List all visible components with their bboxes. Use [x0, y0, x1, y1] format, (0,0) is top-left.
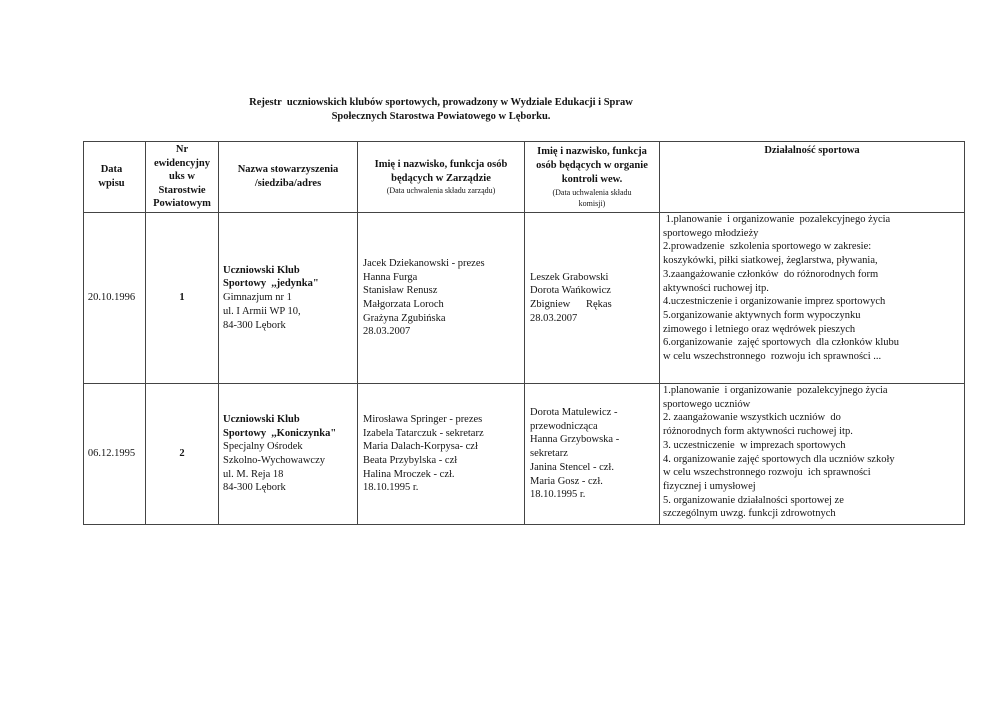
board-member-line: Małgorzata Loroch: [363, 299, 444, 310]
entry-date: 20.10.1996: [87, 292, 136, 304]
club-address-line: ul. M. Reja 18: [223, 468, 284, 480]
board-resolution-date: 28.03.2007: [363, 326, 411, 338]
control-member-line: Dorota Wańkowicz: [530, 285, 611, 297]
header-internal-control-note: (Data uchwalenia składu: [552, 187, 632, 197]
cell-entry-date: [84, 213, 146, 384]
cell-internal-control: [525, 213, 660, 384]
board-member-line: Jacek Dziekanowski - prezes: [363, 257, 485, 269]
cell-internal-control: [525, 384, 660, 525]
table-row: [84, 384, 965, 525]
activity-line: 2. zaangażowanie wszystkich uczniów do: [663, 412, 841, 424]
document-title-line: Rejestr uczniowskich klubów sportowych, prowadzony w Wydziale Edukacji i Spraw: [249, 97, 633, 108]
activity-line: 2.prowadzenie szkolenia sportowego w zakresie:: [663, 241, 872, 253]
activity-line: 4. organizowanie zajęć sportowych dla uczniów szkoły: [663, 453, 895, 465]
board-member-line: Mirosława Springer - prezes: [363, 413, 483, 425]
table-header-row: [84, 142, 965, 213]
header-board-line: będących w Zarządzie: [391, 172, 491, 184]
club-name-line: Uczniowski Klub: [223, 413, 300, 425]
activity-line: 1.planowanie i organizowanie pozalekcyjnego życia: [663, 385, 888, 396]
header-association-line: /siedziba/adres: [254, 178, 322, 189]
board-member-line: Beata Przybylska - czł: [363, 455, 458, 466]
control-member-line: Zbigniew Rękas: [530, 299, 612, 310]
header-registry-number-line: ewidencyjny: [154, 157, 210, 169]
control-member-line: Leszek Grabowski: [530, 271, 609, 283]
activity-line: 3. uczestniczenie w imprezach sportowych: [663, 439, 846, 451]
header-date-line: Data: [100, 164, 123, 176]
cell-entry-date: [84, 384, 146, 525]
activity-line: w celu wszechstronnego rozwoju ich sprawności ...: [663, 351, 882, 363]
control-member-line: Maria Gosz - czł.: [530, 475, 603, 487]
cell-association: [219, 384, 358, 525]
control-member-line: sekretarz: [530, 448, 568, 460]
registry-number: 1: [179, 292, 185, 304]
control-resolution-date: 18.10.1995 r.: [530, 489, 586, 501]
header-registry-number: [146, 142, 219, 213]
activity-line: szczególnym uwzg. funkcji zdrowotnych: [663, 508, 836, 520]
club-address-line: Gimnazjum nr 1: [223, 292, 292, 304]
table-row: [84, 213, 965, 384]
entry-date: 06.12.1995: [87, 448, 136, 460]
header-sports-activity-line: Działalność sportowa: [764, 145, 860, 156]
activity-line: 3.zaangażowanie członków do różnorodnych form: [663, 268, 879, 280]
control-member-line: Hanna Grzybowska -: [530, 434, 620, 446]
cell-registry-number: [146, 213, 219, 384]
header-association-line: Nazwa stowarzyszenia: [237, 164, 339, 176]
header-date: [84, 142, 146, 213]
board-member-line: Stanisław Renusz: [363, 285, 438, 297]
document-title-line: Społecznych Starostwa Powiatowego w Lęborku.: [331, 111, 551, 122]
club-name-line: Uczniowski Klub: [223, 264, 300, 276]
activity-line: aktywności ruchowej itp.: [663, 282, 769, 294]
control-resolution-date: 28.03.2007: [530, 312, 578, 324]
header-internal-control-line: kontroli wew.: [561, 173, 623, 185]
activity-line: 5.organizowanie aktywnych form wypoczynku: [663, 309, 861, 321]
board-member-line: Halina Mroczek - czł.: [363, 468, 455, 480]
activity-line: 4.uczestniczenie i organizowanie imprez sportowych: [663, 296, 886, 308]
activity-line: zimowego i letniego oraz wędrówek pieszych: [663, 323, 856, 335]
header-board-line: Imię i nazwisko, funkcja osób: [374, 158, 508, 170]
header-internal-control-note: komisji): [578, 198, 606, 208]
club-name-line: Sportowy ,,Koniczynka": [223, 427, 337, 439]
club-address-line: Specjalny Ośrodek: [223, 441, 303, 453]
activity-line: 1.planowanie i organizowanie pozalekcyjnego życia: [663, 214, 891, 225]
club-address-line: 84-300 Lębork: [223, 482, 286, 494]
registry-number: 2: [179, 448, 185, 460]
control-member-line: przewodnicząca: [530, 420, 598, 432]
control-member-line: Janina Stencel - czł.: [530, 461, 614, 473]
club-address-line: 84-300 Lębork: [223, 319, 286, 331]
activity-line: koszykówki, piłki siatkowej, żeglarstwa, pływania,: [663, 255, 878, 267]
cell-board: [358, 384, 525, 525]
cell-association: [219, 213, 358, 384]
header-sports-activity: [660, 142, 965, 213]
cell-sports-activity: [660, 213, 965, 384]
board-member-line: Izabela Tatarczuk - sekretarz: [363, 427, 484, 439]
board-member-line: Hanna Furga: [363, 271, 418, 283]
club-address-line: Szkolno-Wychowawczy: [223, 455, 326, 466]
header-registry-number-line: uks w: [169, 171, 195, 183]
header-board: [358, 142, 525, 213]
board-resolution-date: 18.10.1995 r.: [363, 482, 419, 494]
club-address-line: ul. I Armii WP 10,: [223, 305, 301, 317]
board-member-line: Maria Dalach-Korpysa- czł: [363, 441, 478, 453]
board-member-line: Grażyna Zgubińska: [363, 312, 446, 324]
header-board-note: (Data uchwalenia składu zarządu): [386, 186, 496, 196]
activity-line: sportowego młodzieży: [663, 227, 759, 239]
activity-line: fizycznej i umysłowej: [663, 480, 756, 492]
cell-sports-activity: [660, 384, 965, 525]
header-registry-number-line: Nr: [175, 144, 189, 156]
header-date-line: wpisu: [98, 178, 125, 189]
activity-line: w celu wszechstronnego rozwoju ich sprawności: [663, 467, 871, 479]
activity-line: sportowego uczniów: [663, 398, 751, 410]
activity-line: 5. organizowanie działalności sportowej ze: [663, 494, 844, 506]
club-name-line: Sportowy ,,jedynka": [223, 278, 319, 290]
cell-registry-number: [146, 384, 219, 525]
activity-line: różnorodnych form aktywności ruchowej itp.: [663, 426, 853, 438]
club-register-table: [83, 141, 965, 525]
header-registry-number-line: Starostwie: [158, 184, 206, 196]
control-member-line: Dorota Matulewicz -: [530, 407, 618, 419]
document-title: [141, 96, 741, 124]
header-internal-control-line: osób będących w organie: [536, 160, 648, 172]
header-registry-number-line: Powiatowym: [153, 198, 211, 210]
header-internal-control-line: Imię i nazwisko, funkcja: [537, 146, 647, 158]
activity-line: 6.organizowanie zajęć sportowych dla członków klubu: [663, 337, 899, 349]
header-internal-control: [525, 142, 660, 213]
cell-board: [358, 213, 525, 384]
header-association: [219, 142, 358, 213]
